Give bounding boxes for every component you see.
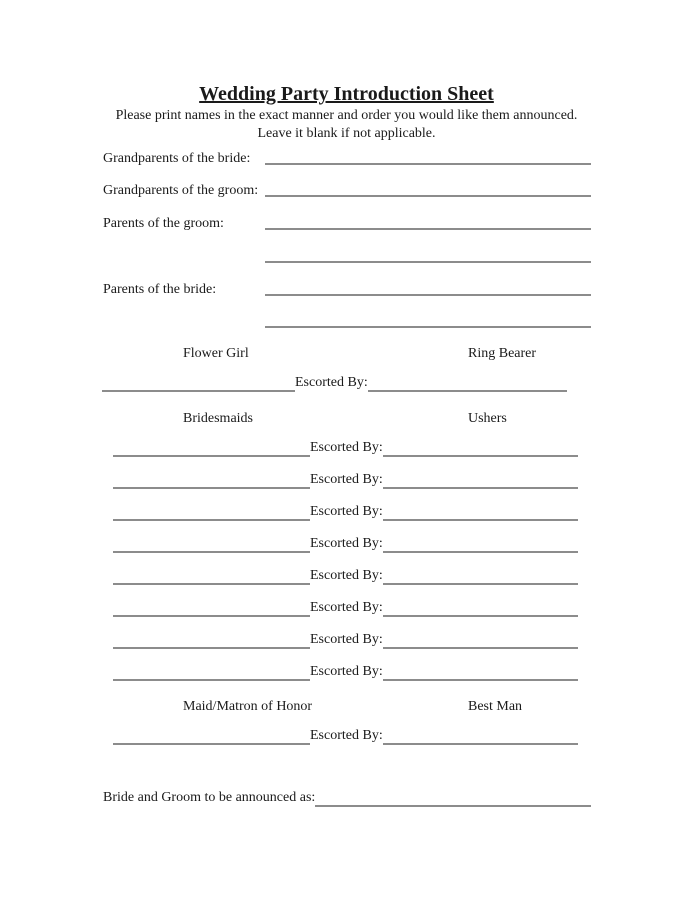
maid-of-honor-name-line [113, 726, 310, 745]
escort-row-bridesmaid-5 [113, 566, 578, 585]
escort-row-bridesmaid-8 [113, 662, 578, 681]
best-man-name-line [383, 726, 578, 745]
escorted-by-label: Escorted By: [295, 375, 368, 390]
flower-girl-name-line [102, 373, 295, 392]
announce-label: Bride and Groom to be announced as: [103, 790, 316, 805]
escort-row-bridesmaid-1 [113, 438, 578, 457]
usher-name-line [383, 630, 578, 649]
announce-row [103, 788, 591, 807]
escorted-by-label: Escorted By: [310, 728, 383, 743]
heading-ring-bearer: Ring Bearer [468, 346, 537, 361]
usher-name-line [383, 662, 578, 681]
escorted-by-label: Escorted By: [310, 568, 383, 583]
escorted-by-label: Escorted By: [310, 600, 383, 615]
bridesmaid-name-line [113, 662, 310, 681]
bridesmaid-name-line [113, 630, 310, 649]
fill-in-line-parents-bride [265, 294, 591, 296]
field-label-grandparents-groom: Grandparents of the groom: [103, 183, 259, 198]
fill-in-line-parents-groom-extra [265, 261, 591, 263]
escorted-by-label: Escorted By: [310, 632, 383, 647]
bridesmaid-name-line [113, 502, 310, 521]
escort-row-bridesmaid-6 [113, 598, 578, 617]
escort-row-bridesmaid-2 [113, 470, 578, 489]
ring-bearer-name-line [368, 373, 567, 392]
usher-name-line [383, 470, 578, 489]
escort-row-flower-girl [102, 373, 567, 392]
usher-name-line [383, 534, 578, 553]
escort-row-bridesmaid-4 [113, 534, 578, 553]
fill-in-line-parents-bride-extra [265, 326, 591, 328]
announce-name-line [315, 788, 591, 807]
bridesmaid-name-line [113, 470, 310, 489]
heading-maid-of-honor: Maid/Matron of Honor [183, 699, 313, 714]
bridesmaid-name-line [113, 598, 310, 617]
document-header [0, 83, 693, 141]
heading-bridesmaids: Bridesmaids [183, 411, 253, 426]
bridesmaid-name-line [113, 534, 310, 553]
field-label-parents-bride: Parents of the bride: [103, 282, 217, 297]
bridesmaid-name-line [113, 438, 310, 457]
document-title: Wedding Party Introduction Sheet [199, 83, 494, 105]
usher-name-line [383, 566, 578, 585]
heading-ushers: Ushers [468, 411, 507, 426]
instructions-line-1: Please print names in the exact manner and order you would like them announced. [115, 108, 578, 123]
escorted-by-label: Escorted By: [310, 472, 383, 487]
usher-name-line [383, 438, 578, 457]
usher-name-line [383, 502, 578, 521]
escort-row-maid-of-honor [113, 726, 578, 745]
escorted-by-label: Escorted By: [310, 504, 383, 519]
field-label-grandparents-bride: Grandparents of the bride: [103, 151, 251, 166]
heading-flower-girl: Flower Girl [183, 346, 249, 361]
bridesmaid-name-line [113, 566, 310, 585]
instructions-line-2: Leave it blank if not applicable. [257, 126, 436, 141]
heading-best-man: Best Man [468, 699, 523, 714]
usher-name-line [383, 598, 578, 617]
escorted-by-label: Escorted By: [310, 536, 383, 551]
escorted-by-label: Escorted By: [310, 664, 383, 679]
fill-in-line-parents-groom [265, 228, 591, 230]
escort-row-bridesmaid-3 [113, 502, 578, 521]
escorted-by-label: Escorted By: [310, 440, 383, 455]
fill-in-line-grandparents-bride [265, 163, 591, 165]
field-label-parents-groom: Parents of the groom: [103, 216, 224, 231]
fill-in-line-grandparents-groom [265, 195, 591, 197]
escort-row-bridesmaid-7 [113, 630, 578, 649]
